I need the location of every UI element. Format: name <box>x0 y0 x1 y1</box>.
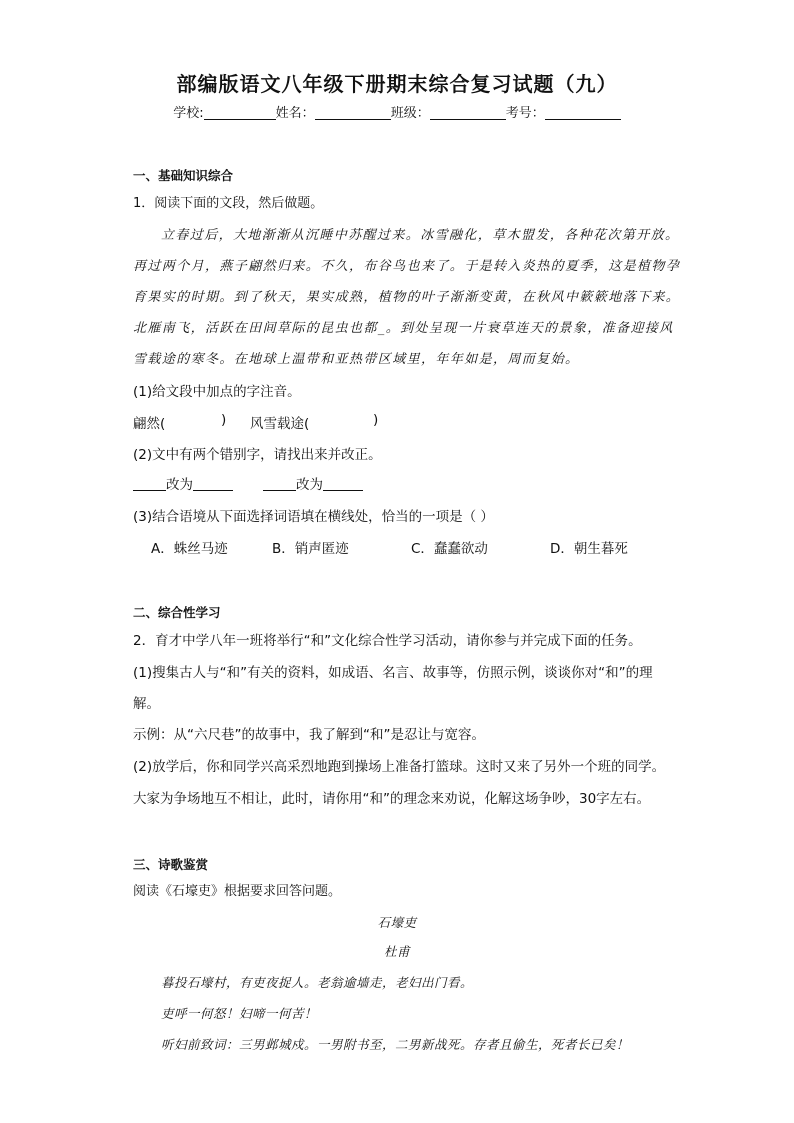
option-c[interactable]: C．蠢蠢欲动 <box>411 541 488 557</box>
section2-heading: 二、综合性学习 <box>133 605 221 620</box>
q2-sub1-line2: 解。 <box>133 696 160 712</box>
correction-label-2: 改为 <box>296 477 323 493</box>
poem-line-1: 暮投石壕村，有吏夜捉人。老翁逾墙走，老妇出门看。 <box>161 975 474 990</box>
pinyin-item-2-open: 风雪载途( <box>250 416 310 432</box>
q2-sub1-line1: (1)搜集古人与“和”有关的资料，如成语、名言、故事等，仿照示例，谈谈你对“和”的理 <box>133 665 653 681</box>
page-title: 部编版语文八年级下册期末综合复习试题（九） <box>176 72 618 96</box>
section1-heading: 一、基础知识综合 <box>133 168 234 183</box>
q2-sub2-line2: 大家为争场地互不相让，此时，请你用“和”的理念来劝说，化解这场争吵，30字左右。 <box>133 791 651 807</box>
q2-example: 示例：从“六尺巷”的故事中，我了解到“和”是忍让与宽容。 <box>133 727 485 743</box>
passage-line-5: 雪载途的寒冬。在地球上温带和亚热带区域里，年年如是，周而复始。 <box>133 352 580 367</box>
correction-line <box>133 473 363 493</box>
student-info-fields <box>0 102 794 121</box>
q2-stem: 2．育才中学八年一班将举行“和”文化综合性学习活动，请你参与并完成下面的任务。 <box>133 633 642 649</box>
pinyin-item-1-open: 翩然( <box>133 416 166 432</box>
sub-question-1: (1)给文段中加点的字注音。 <box>133 384 301 400</box>
passage-line-3: 育果实的时期。到了秋天，果实成熟，植物的叶子渐渐变黄，在秋风中簌簌地落下来。 <box>133 290 681 305</box>
sub-question-3: (3)结合语境从下面选择词语填在横线处，恰当的一项是（ ） <box>133 509 494 525</box>
option-d[interactable]: D．朝生暮死 <box>550 541 628 557</box>
typo-blank-1[interactable] <box>133 478 166 491</box>
poem-line-3: 听妇前致词：三男邺城戍。一男附书至，二男新战死。存者且偷生，死者长已矣！ <box>161 1037 630 1052</box>
fix-blank-2[interactable] <box>323 478 363 491</box>
option-b[interactable]: B．销声匿迹 <box>272 541 349 557</box>
correction-label-1: 改为 <box>166 477 193 493</box>
fix-blank-1[interactable] <box>193 478 233 491</box>
poem-title: 石壕吏 <box>377 915 417 930</box>
option-a[interactable]: A．蛛丝马迹 <box>151 541 228 557</box>
q2-sub2-line1: (2)放学后，你和同学兴高采烈地跑到操场上准备打篮球。这时又来了另外一个班的同学。 <box>133 759 666 775</box>
sub-question-2: (2)文中有两个错别字，请找出来并改正。 <box>133 447 382 463</box>
poem-author: 杜甫 <box>383 944 410 959</box>
passage-line-1: 立春过后，大地渐渐从沉睡中苏醒过来。冰雪融化，草木盟发，各种花次第开放。 <box>161 228 680 243</box>
pinyin-item-2-close: ) <box>373 412 379 428</box>
typo-blank-2[interactable] <box>263 478 296 491</box>
class-blank[interactable] <box>430 105 506 120</box>
section3-heading: 三、诗歌鉴赏 <box>133 857 209 872</box>
name-label: 姓名： <box>275 106 315 121</box>
pinyin-item-1-close: ) <box>221 412 227 428</box>
school-label: 学校: <box>173 106 204 121</box>
poem-line-2: 吏呼一何怒！妇啼一何苦！ <box>161 1006 318 1021</box>
exam-no-label: 考号： <box>505 106 545 121</box>
poem-intro: 阅读《石壕吏》根据要求回答问题。 <box>133 884 342 899</box>
name-blank[interactable] <box>315 105 391 120</box>
passage-line-4: 北雁南飞，活跃在田间草际的昆虫也都_。到处呈现一片衰草连天的景象，准备迎接风 <box>133 321 674 336</box>
school-blank[interactable] <box>204 105 276 120</box>
q1-stem: 1．阅读下面的文段，然后做题。 <box>133 196 324 211</box>
exam-no-blank[interactable] <box>545 105 621 120</box>
class-label: 班级： <box>390 106 430 121</box>
passage-line-2: 再过两个月，燕子翩然归来。不久，布谷鸟也来了。于是转入炎热的夏季，这是植物孕 <box>133 259 681 274</box>
